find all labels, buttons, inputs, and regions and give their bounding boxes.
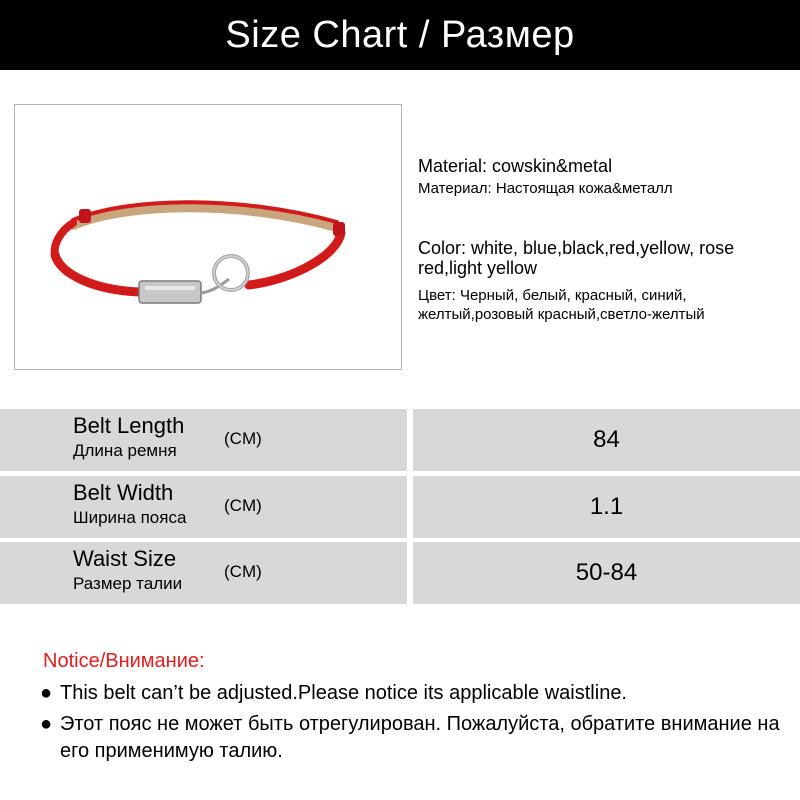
notice-text: This belt can’t be adjusted.Please notice its applicable waistline. (60, 682, 627, 704)
notice-item (40, 680, 800, 707)
color-en-text: Color: white, blue,black,red,yellow, rose red,light yellow (418, 238, 735, 278)
color-ru-text: Цвет: Черный, белый, красный, синий, желтый,розовый красный,светло-желтый (418, 287, 705, 323)
belt-image (15, 105, 401, 369)
size-label-cell (0, 542, 407, 604)
material-en-text: Material: cowskin&metal (418, 156, 613, 176)
notice-text: Этот пояс не может быть отрегулирован. Пожалуйста, обратите внимание на его применимую талию. (60, 713, 780, 762)
size-row-belt-width (0, 476, 800, 538)
size-unit: (CM) (224, 496, 262, 515)
size-value: 1.1 (413, 476, 800, 538)
size-row-waist-size (0, 542, 800, 604)
size-label-en: Waist Size (73, 546, 177, 571)
size-value: 50-84 (413, 542, 800, 604)
header-bar (0, 0, 800, 70)
size-label-ru: Длина ремня (73, 441, 177, 460)
material-ru-text: Материал: Настоящая кожа&металл (418, 180, 673, 197)
notice-item (40, 711, 800, 765)
bullet-icon: ● (40, 713, 53, 735)
size-unit: (CM) (224, 562, 262, 581)
size-label-en: Belt Length (73, 413, 185, 438)
size-label-en: Belt Width (73, 480, 174, 505)
size-value: 84 (413, 409, 800, 471)
size-unit: (CM) (224, 429, 262, 448)
size-label-ru: Размер талии (73, 574, 183, 593)
size-label-cell (0, 409, 407, 471)
bullet-icon: ● (40, 682, 53, 704)
size-row-belt-length (0, 409, 800, 471)
notice-title: Notice/Внимание: (43, 650, 205, 672)
page-title: Size Chart / Размер (225, 13, 575, 56)
size-label-ru: Ширина пояса (73, 508, 187, 527)
size-label-cell (0, 476, 407, 538)
product-image-frame (14, 104, 402, 370)
